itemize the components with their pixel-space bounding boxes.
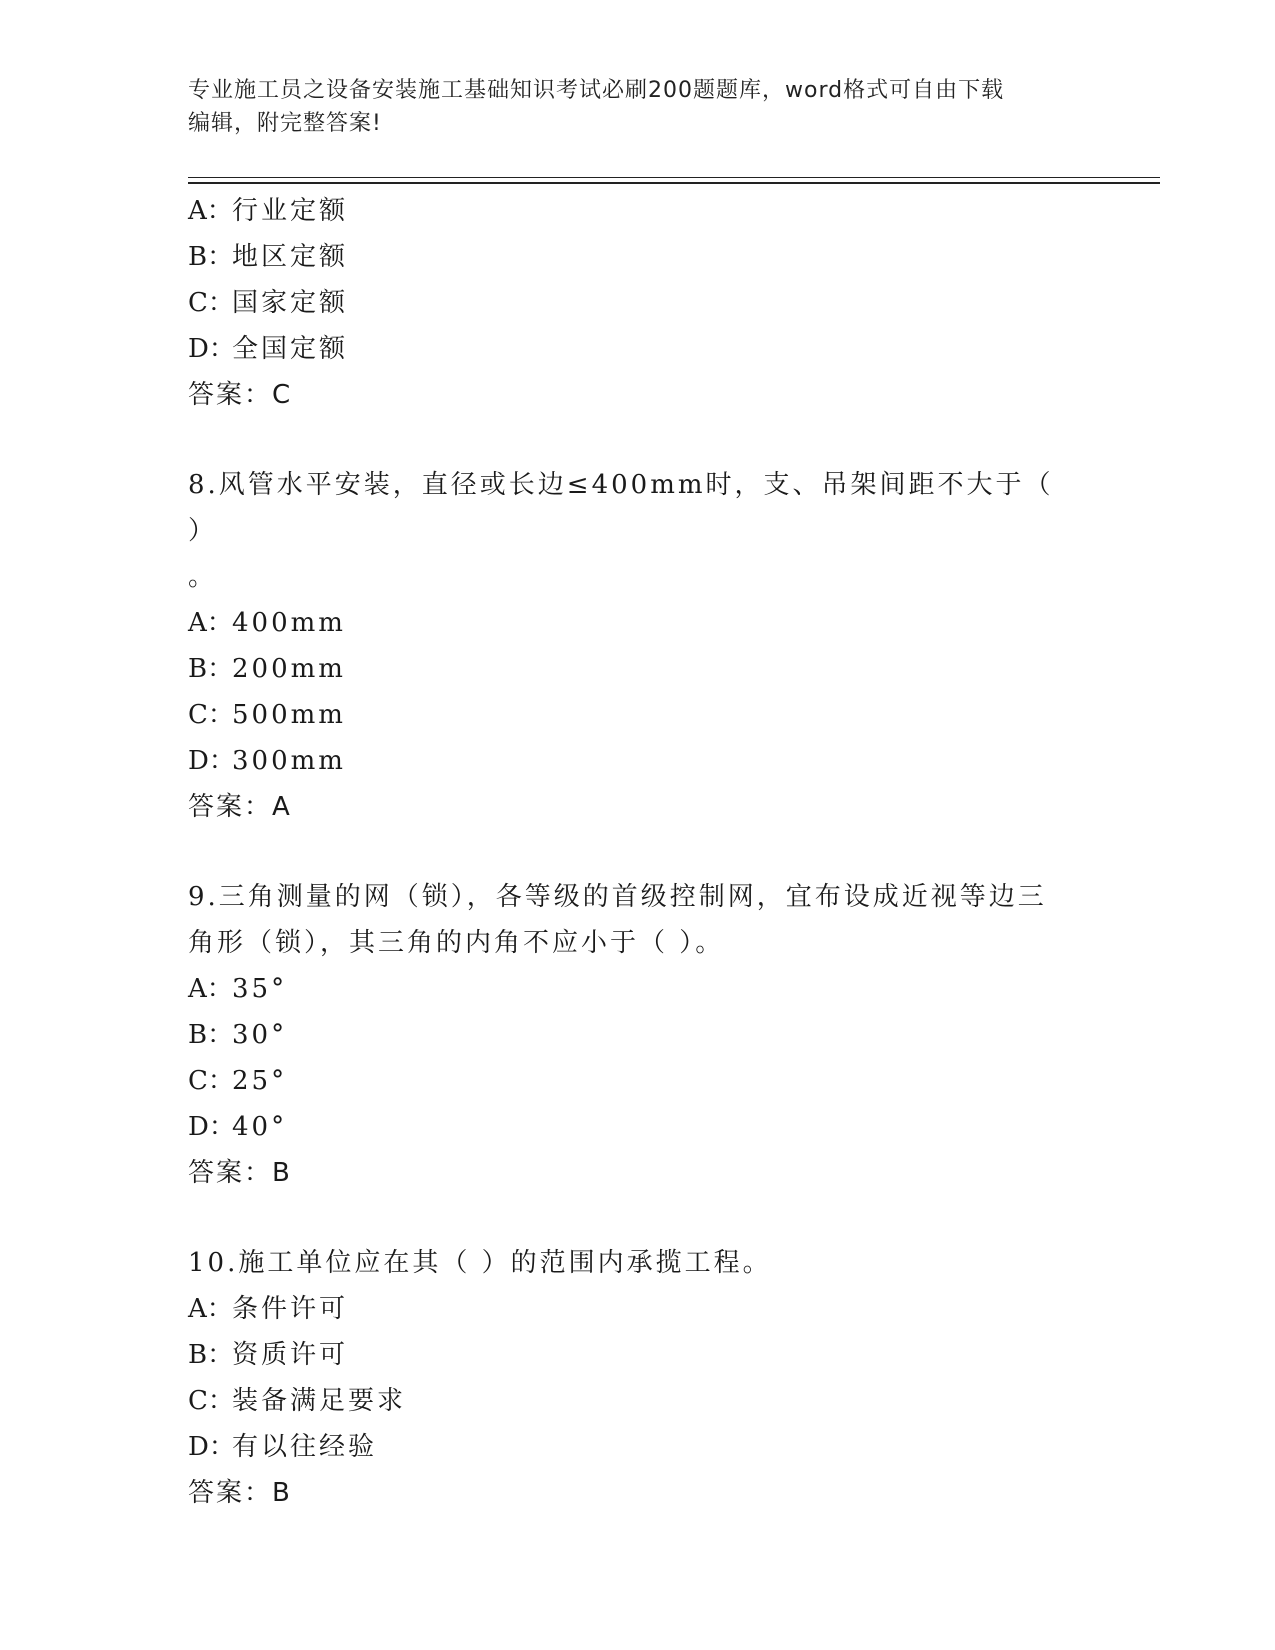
option-text: 300mm	[232, 746, 346, 776]
header-divider-thick	[188, 182, 1160, 184]
answer-line: 答案：C	[188, 380, 293, 410]
option-text: 全国定额	[232, 334, 349, 364]
answer-line: 答案：B	[188, 1158, 292, 1188]
option-letter: B：	[188, 242, 234, 272]
header-line-2: 编辑，附完整答案!	[188, 111, 382, 136]
option-text: 400mm	[232, 608, 346, 638]
option-letter: C：	[188, 700, 234, 730]
option-text: 条件许可	[232, 1294, 349, 1324]
option-letter: D：	[188, 1432, 235, 1462]
option-letter: C：	[188, 1386, 234, 1416]
answer-line: 答案：B	[188, 1478, 292, 1508]
option-b	[188, 1012, 1088, 1058]
question-title-line-2: 。	[188, 562, 218, 592]
option-letter: D：	[188, 334, 235, 364]
question-block-10	[188, 1240, 1088, 1516]
option-a	[188, 600, 1088, 646]
option-text: 40°	[232, 1112, 288, 1142]
option-text: 有以往经验	[232, 1432, 378, 1462]
question-title-line-1: 8.风管水平安装，直径或长边≤400mm时，支、吊架间距不大于（ ）	[188, 470, 1054, 546]
option-text: 资质许可	[232, 1340, 349, 1370]
question-block-7	[188, 188, 1088, 418]
header-line-1: 专业施工员之设备安装施工基础知识考试必刷200题题库，word格式可自由下载	[188, 78, 1005, 103]
question-content	[188, 188, 1088, 1516]
option-c	[188, 1378, 1088, 1424]
option-a	[188, 188, 1088, 234]
option-letter: C：	[188, 1066, 234, 1096]
option-letter: D：	[188, 746, 235, 776]
question-title-line-1: 9.三角测量的网（锁），各等级的首级控制网，宜布设成近视等边三	[188, 882, 1047, 912]
option-d	[188, 738, 1088, 784]
option-c	[188, 280, 1088, 326]
option-text: 25°	[232, 1066, 288, 1096]
document-header	[188, 74, 1068, 140]
option-d	[188, 1104, 1088, 1150]
option-letter: B：	[188, 654, 234, 684]
option-c	[188, 692, 1088, 738]
option-text: 国家定额	[232, 288, 349, 318]
option-text: 装备满足要求	[232, 1386, 407, 1416]
header-divider-thin	[188, 177, 1160, 178]
option-c	[188, 1058, 1088, 1104]
option-b	[188, 234, 1088, 280]
option-a	[188, 966, 1088, 1012]
option-letter: B：	[188, 1340, 234, 1370]
option-text: 行业定额	[232, 196, 349, 226]
option-letter: B：	[188, 1020, 234, 1050]
question-block-8	[188, 462, 1088, 830]
option-text: 500mm	[232, 700, 346, 730]
option-letter: D：	[188, 1112, 235, 1142]
option-d	[188, 326, 1088, 372]
option-letter: C：	[188, 288, 234, 318]
question-title-line-1: 10.施工单位应在其（ ）的范围内承揽工程。	[188, 1248, 772, 1278]
option-text: 200mm	[232, 654, 346, 684]
option-letter: A：	[188, 974, 233, 1004]
option-letter: A：	[188, 1294, 233, 1324]
option-b	[188, 646, 1088, 692]
question-title-line-2: 角形（锁），其三角的内角不应小于（ ）。	[188, 928, 725, 958]
option-text: 30°	[232, 1020, 288, 1050]
option-d	[188, 1424, 1088, 1470]
answer-line: 答案：A	[188, 792, 292, 822]
option-a	[188, 1286, 1088, 1332]
option-letter: A：	[188, 608, 233, 638]
option-text: 35°	[232, 974, 288, 1004]
option-letter: A：	[188, 196, 233, 226]
question-block-9	[188, 874, 1088, 1196]
option-b	[188, 1332, 1088, 1378]
option-text: 地区定额	[232, 242, 349, 272]
